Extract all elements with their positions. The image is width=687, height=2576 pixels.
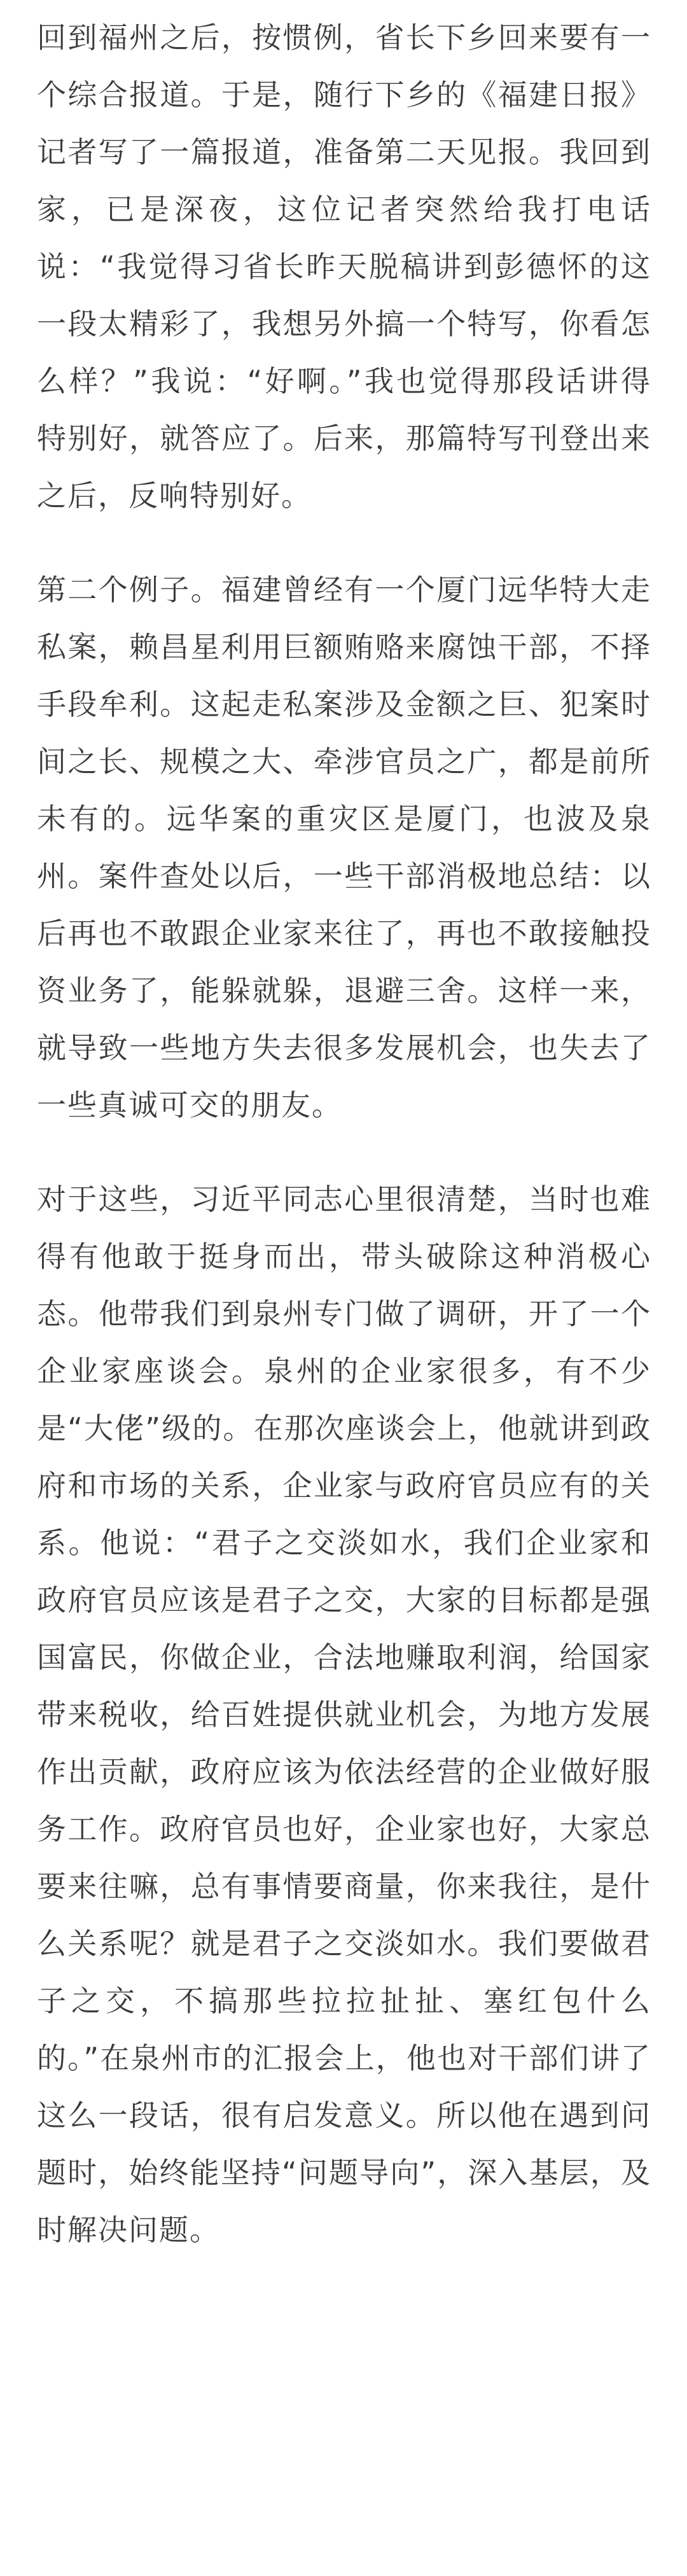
paragraph-2: 第二个例子。福建曾经有一个厦门远华特大走私案，赖昌星利用巨额贿赂来腐蚀干部，不择手段牟利。这起走私案涉及金额之巨、犯案时间之长、规模之大、牵涉官员之广，都是前所未有的。远华案的重灾区是厦门，也波及泉州。案件查处以后，一些干部消极地总结：以后再也不敢跟企业家来往了，再也不敢接触投资业务了，能躲就躲，退避三舍。这样一来，就导致一些地方失去很多发展机会，也失去了一些真诚可交的朋友。 bbox=[37, 573, 651, 1122]
paragraph-1: 回到福州之后，按惯例，省长下乡回来要有一个综合报道。于是，随行下乡的《福建日报》记者写了一篇报道，准备第二天见报。我回到家，已是深夜，这位记者突然给我打电话说：“我觉得习省长昨天脱稿讲到彭德怀的这一段太精彩了，我想另外搞一个特写，你看怎么样？”我说：“好啊。”我也觉得那段话讲得特别好，就答应了。后来，那篇特写刊登出来之后，反响特别好。 bbox=[37, 20, 651, 513]
paragraph-3: 对于这些，习近平同志心里很清楚，当时也难得有他敢于挺身而出，带头破除这种消极心态。他带我们到泉州专门做了调研，开了一个企业家座谈会。泉州的企业家很多，有不少是“大佬”级的。在那次座谈会上，他就讲到政府和市场的关系，企业家与政府官员应有的关系。他说：“君子之交淡如水，我们企业家和政府官员应该是君子之交，大家的目标都是强国富民，你做企业，合法地赚取利润，给国家带来税收，给百姓提供就业机会，为地方发展作出贡献，政府应该为依法经营的企业做好服务工作。政府官员也好，企业家也好，大家总要来往嘛，总有事情要商量，你来我往，是什么关系呢？就是君子之交淡如水。我们要做君子之交，不搞那些拉拉扯扯、塞红包什么的。”在泉州市的汇报会上，他也对干部们讲了这么一段话，很有启发意义。所以他在遇到问题时，始终能坚持“问题导向”，深入基层，及时解决问题。 bbox=[37, 1182, 651, 2247]
